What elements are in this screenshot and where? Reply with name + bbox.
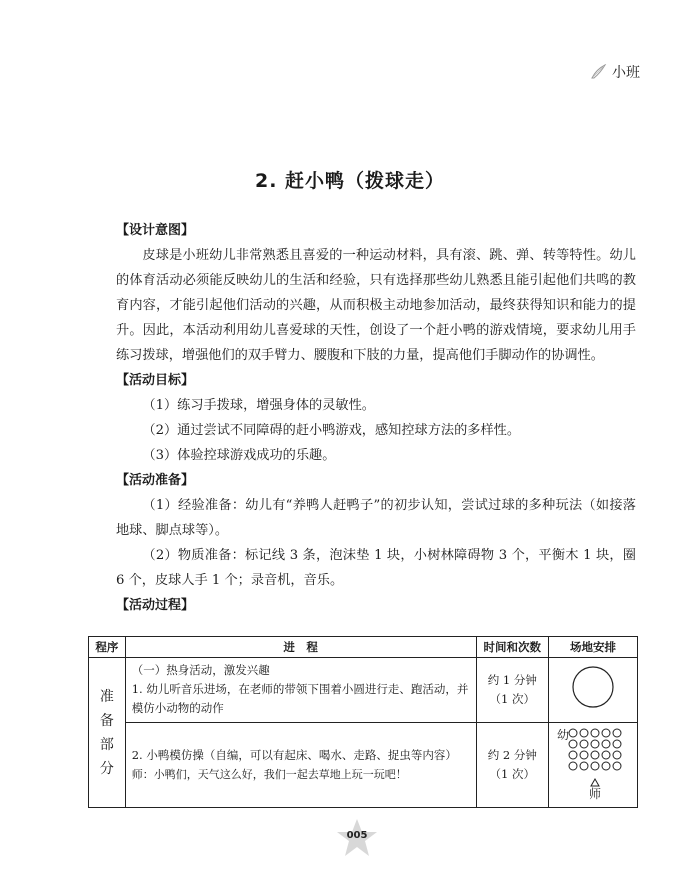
- header-cell: 进 程: [125, 637, 476, 658]
- process-cell: [125, 658, 476, 723]
- process-heading: 【活动过程】: [116, 598, 195, 613]
- child-marker: [602, 740, 610, 748]
- section-tag-label: 小班: [612, 65, 640, 81]
- stage-char: 分: [99, 760, 114, 777]
- child-marker: [569, 729, 577, 737]
- lesson-content: [116, 218, 636, 618]
- child-marker: [580, 740, 588, 748]
- time-value: 约 2 分钟: [487, 748, 537, 762]
- child-marker: [569, 762, 577, 770]
- stage-label: [90, 685, 124, 781]
- goals-heading: 【活动目标】: [116, 373, 195, 388]
- child-marker: [591, 762, 599, 770]
- process-line: （一）热身活动，激发兴趣: [131, 663, 270, 677]
- child-marker: [569, 740, 577, 748]
- children-label: 幼: [556, 728, 569, 742]
- goal-item: （1）练习手拨球，增强身体的灵敏性。: [142, 398, 375, 413]
- design-heading: 【设计意图】: [116, 223, 195, 238]
- child-marker: [591, 751, 599, 759]
- table-row: [89, 723, 638, 808]
- teacher-speech: 师：小鸭们，天气这么好，我们一起去草地上玩一玩吧！: [131, 768, 407, 781]
- time-cell: [476, 658, 548, 723]
- teacher-label: 师: [588, 787, 601, 801]
- child-marker: [613, 751, 621, 759]
- child-marker: [613, 762, 621, 770]
- prep-item: （2）物质准备：标记线 3 条，泡沫垫 1 块，小树林障碍物 3 个，平衡木 1 块，圈 6 个，皮球人手 1 个；录音机，音乐。: [116, 548, 636, 588]
- child-marker: [613, 740, 621, 748]
- header-cell: 场地安排: [548, 637, 637, 658]
- goal-item: （3）体验控球游戏成功的乐趣。: [142, 448, 336, 463]
- child-marker: [602, 729, 610, 737]
- process-line: 1. 幼儿听音乐进场，在老师的带领下围着小圆进行走、跑活动，并模仿小动物的动作: [131, 682, 469, 715]
- stage-char: 部: [99, 736, 114, 753]
- child-marker: [613, 729, 621, 737]
- child-marker: [580, 729, 588, 737]
- child-marker: [591, 729, 599, 737]
- process-table: [88, 636, 638, 808]
- stage-char: 备: [99, 712, 114, 729]
- process-line: 2. 小鸭模仿操（自编，可以有起床、喝水、走路、捉虫等内容）: [131, 748, 457, 762]
- table-header-row: [89, 637, 638, 658]
- table-row: [89, 658, 638, 723]
- time-count: （1 次）: [489, 692, 536, 706]
- page-title: 2. 赶小鸭（拨球走）: [254, 170, 446, 192]
- time-count: （1 次）: [489, 767, 536, 781]
- process-cell: [125, 723, 476, 808]
- child-marker: [569, 751, 577, 759]
- child-marker: [602, 762, 610, 770]
- child-marker: [591, 740, 599, 748]
- time-cell: [476, 723, 548, 808]
- prep-item: （1）经验准备：幼儿有“养鸭人赶鸭子”的初步认知，尝试过球的多种玩法（如接落地球、脚点球等）。: [116, 498, 636, 538]
- leaf-icon: [590, 64, 608, 80]
- goal-item: （2）通过尝试不同障碍的赶小鸭游戏，感知控球方法的多样性。: [142, 423, 521, 438]
- child-marker: [580, 762, 588, 770]
- section-tag: [590, 62, 640, 82]
- header-cell: 程序: [89, 637, 126, 658]
- stage-cell: [89, 658, 126, 808]
- design-text: 皮球是小班幼儿非常熟悉且喜爱的一种运动材料，具有滚、跳、弹、转等特性。幼儿的体育活动必须能反映幼儿的生活和经验，只有选择那些幼儿熟悉且能引起他们共鸣的教育内容，才能引起他们活动的兴趣，从而积极主动地参加活动，最终获得知识和能力的提升。因此，本活动利用幼儿喜爱球的天性，创设了一个赶小鸭的游戏情境，要求幼儿用手练习拨球，增强他们的双手臂力、腰腹和下肢的力量，提高他们手脚动作的协调性。: [116, 248, 636, 363]
- venue-cell: [548, 658, 637, 723]
- grid-formation-diagram: [549, 723, 637, 801]
- time-value: 约 1 分钟: [487, 673, 537, 687]
- child-marker: [602, 751, 610, 759]
- prep-heading: 【活动准备】: [116, 473, 195, 488]
- child-marker: [580, 751, 588, 759]
- page-number: 005: [346, 830, 368, 841]
- teacher-triangle-icon: [591, 779, 599, 786]
- stage-char: 准: [99, 688, 114, 705]
- header-cell: 时间和次数: [476, 637, 548, 658]
- venue-cell: [548, 723, 637, 808]
- circle-formation-diagram: [549, 658, 637, 716]
